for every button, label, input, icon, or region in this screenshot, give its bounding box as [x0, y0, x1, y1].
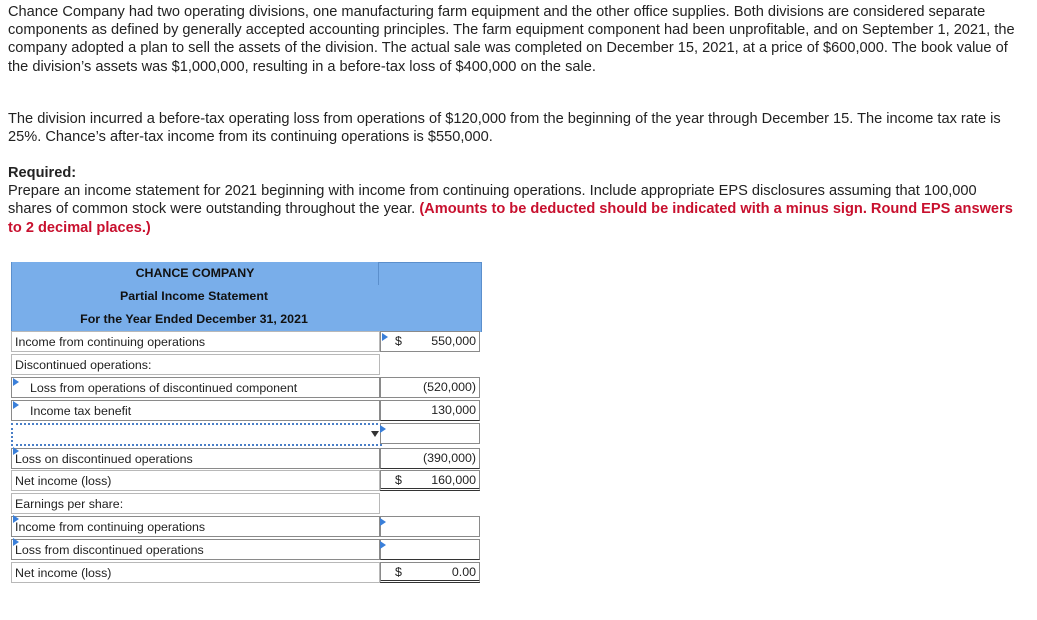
row-label[interactable]: Loss from discontinued operations — [11, 539, 380, 560]
row-label: Earnings per share: — [11, 493, 380, 514]
amount-loss-operations[interactable] — [380, 377, 480, 398]
row-net-income — [11, 470, 482, 493]
flag-icon — [13, 538, 19, 546]
amount-value: (390,000) — [422, 451, 476, 465]
amount-income-continuing[interactable] — [380, 331, 480, 352]
account-select[interactable] — [11, 423, 382, 446]
required-section — [8, 164, 1018, 237]
amount-value: 130,000 — [431, 403, 476, 417]
income-statement — [11, 262, 482, 586]
flag-icon — [380, 425, 386, 433]
row-label: Income from continuing operations — [11, 331, 380, 352]
amount-value: (520,000) — [422, 380, 476, 394]
amount-value: 160,000 — [431, 473, 476, 487]
amount-eps-continuing[interactable] — [380, 516, 480, 537]
dollar-sign: $ — [395, 565, 402, 579]
row-discontinued-heading — [11, 354, 482, 377]
instruction-text: (Amounts to be deducted should be indicated with a minus sign. Round EPS answers to 2 decimal places.) — [8, 201, 1013, 236]
row-eps-continuing — [11, 516, 482, 539]
row-eps-net-income — [11, 562, 482, 585]
amount-eps-discontinued[interactable] — [380, 539, 480, 560]
problem-paragraph-2: The division incurred a before-tax operating loss from operations of $120,000 from the beginning of the year through December 15. The income tax rate is 25%. Chance’s after-tax income from its continuing operations is $550,000. — [8, 111, 1001, 146]
amount-empty[interactable] — [380, 423, 480, 444]
row-label[interactable]: Income tax benefit — [11, 400, 380, 421]
row-label[interactable]: Loss from operations of discontinued component — [11, 377, 380, 398]
amount-value: 0.00 — [451, 565, 476, 579]
amount-value: 550,000 — [431, 334, 476, 348]
amount-loss-discontinued[interactable] — [380, 448, 480, 469]
flag-icon — [13, 378, 19, 386]
amount-eps-net-income[interactable] — [380, 562, 480, 583]
row-label: Net income (loss) — [11, 562, 380, 583]
row-income-continuing — [11, 331, 482, 354]
row-loss-operations — [11, 377, 482, 400]
row-empty-select — [11, 423, 482, 446]
row-loss-discontinued — [11, 448, 482, 471]
required-heading: Required: — [8, 165, 77, 181]
statement-period: For the Year Ended December 31, 2021 — [80, 312, 308, 326]
flag-icon — [380, 541, 386, 549]
dollar-sign: $ — [395, 473, 402, 487]
row-eps-heading — [11, 493, 482, 516]
amount-net-income[interactable] — [380, 470, 480, 491]
flag-icon — [380, 518, 386, 526]
required-text: Prepare an income statement for 2021 beginning with income from continuing operations. Include appropriate EPS disclosures assuming that 100,000 shares of common stock were outstanding throughout the year. — [8, 183, 977, 218]
flag-icon — [13, 401, 19, 409]
amount-income-tax-benefit[interactable] — [380, 400, 480, 421]
company-name: CHANCE COMPANY — [11, 262, 379, 285]
row-label: Net income (loss) — [11, 470, 380, 491]
flag-icon — [13, 447, 19, 455]
row-income-tax-benefit — [11, 400, 482, 423]
flag-icon — [13, 515, 19, 523]
problem-paragraph-1: Chance Company had two operating divisions, one manufacturing farm equipment and the other office supplies. Both divisions are considered separate components as defined by generally accepted accounting principles. The farm equipment component had been unprofitable, and on September 1, 2021, the company adopted a plan to sell the assets of the division. The actual sale was completed on December 15, 2021, at a price of $600,000. The book value of the division’s assets was $1,000,000, resulting in a before-tax loss of $400,000 on the sale. — [8, 4, 1015, 75]
row-label: Discontinued operations: — [11, 354, 380, 375]
chevron-down-icon — [371, 431, 379, 437]
row-label[interactable]: Loss on discontinued operations — [11, 448, 380, 469]
row-label[interactable]: Income from continuing operations — [11, 516, 380, 537]
statement-title: Partial Income Statement — [119, 289, 269, 303]
dollar-sign: $ — [395, 334, 402, 348]
row-eps-discontinued — [11, 539, 482, 562]
flag-icon — [382, 333, 388, 341]
